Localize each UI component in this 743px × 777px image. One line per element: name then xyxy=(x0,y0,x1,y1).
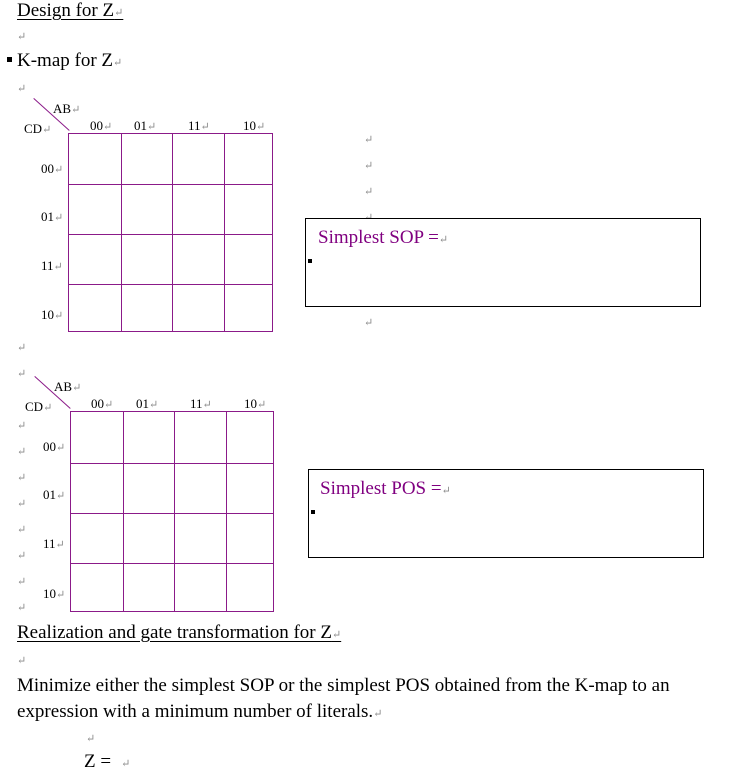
pos-label: Simplest POS =↵ xyxy=(320,478,451,499)
kmap-col-01: 01↵ xyxy=(134,118,157,133)
kmap-col-10: 10↵ xyxy=(244,396,267,411)
paragraph-mark: ↵ xyxy=(364,317,374,329)
kmap-row-01: 01↵ xyxy=(43,487,66,502)
kmap-row-10: 10↵ xyxy=(43,586,66,601)
kmap-ab-label: AB↵ xyxy=(54,379,82,394)
paragraph-mark: ↵ xyxy=(17,420,27,432)
kmap-row-11: 11↵ xyxy=(41,258,63,273)
bullet-marker xyxy=(7,57,12,62)
kmap-grid[interactable] xyxy=(68,133,273,332)
kmap-row-11: 11↵ xyxy=(43,536,65,551)
kmap-col-10: 10↵ xyxy=(243,118,266,133)
paragraph-mark: ↵ xyxy=(17,446,27,458)
kmap-row-10: 10↵ xyxy=(41,307,64,322)
design-heading: Design for Z↵ xyxy=(17,0,124,21)
paragraph-mark: ↵ xyxy=(17,524,27,536)
paragraph-mark: ↵ xyxy=(364,186,374,198)
paragraph-mark: ↵ xyxy=(17,498,27,510)
paragraph-mark: ↵ xyxy=(364,160,374,172)
paragraph-mark: ↵ xyxy=(17,576,27,588)
kmap-col-11: 11↵ xyxy=(190,396,212,411)
kmap-title: K-map for Z↵ xyxy=(17,50,123,71)
paragraph-mark: ↵ xyxy=(17,368,27,380)
pos-answer-box[interactable] xyxy=(308,469,704,558)
instruction-text: Minimize either the simplest SOP or the simplest POS obtained from the K-map to an expression with a minimum number of literals.↵ xyxy=(17,675,670,722)
paragraph-mark: ↵ xyxy=(17,472,27,484)
kmap-col-00: 00↵ xyxy=(90,118,113,133)
paragraph-mark: ↵ xyxy=(17,655,27,667)
paragraph-mark: ↵ xyxy=(364,134,374,146)
paragraph-mark: ↵ xyxy=(86,733,96,745)
kmap-grid[interactable] xyxy=(70,411,274,612)
paragraph-mark: ↵ xyxy=(17,83,27,95)
sop-label: Simplest SOP =↵ xyxy=(318,227,449,248)
bullet-marker xyxy=(308,259,312,263)
paragraph-mark: ↵ xyxy=(17,602,27,614)
sop-answer-box[interactable] xyxy=(305,218,701,307)
paragraph-mark: ↵ xyxy=(17,31,27,43)
kmap-row-00: 00↵ xyxy=(41,161,64,176)
kmap-col-11: 11↵ xyxy=(188,118,210,133)
bullet-marker xyxy=(311,510,315,514)
kmap-col-00: 00↵ xyxy=(91,396,114,411)
kmap-ab-label: AB↵ xyxy=(53,101,81,116)
z-expression[interactable]: Z = ↵ xyxy=(84,751,131,772)
kmap-col-01: 01↵ xyxy=(136,396,159,411)
kmap-cd-label: CD↵ xyxy=(24,121,52,136)
realization-heading: Realization and gate transformation for Z↵ xyxy=(17,622,342,643)
kmap-cd-label: CD↵ xyxy=(25,399,53,414)
paragraph-mark: ↵ xyxy=(17,550,27,562)
paragraph-mark: ↵ xyxy=(17,342,27,354)
kmap-row-01: 01↵ xyxy=(41,209,64,224)
kmap-row-00: 00↵ xyxy=(43,439,66,454)
